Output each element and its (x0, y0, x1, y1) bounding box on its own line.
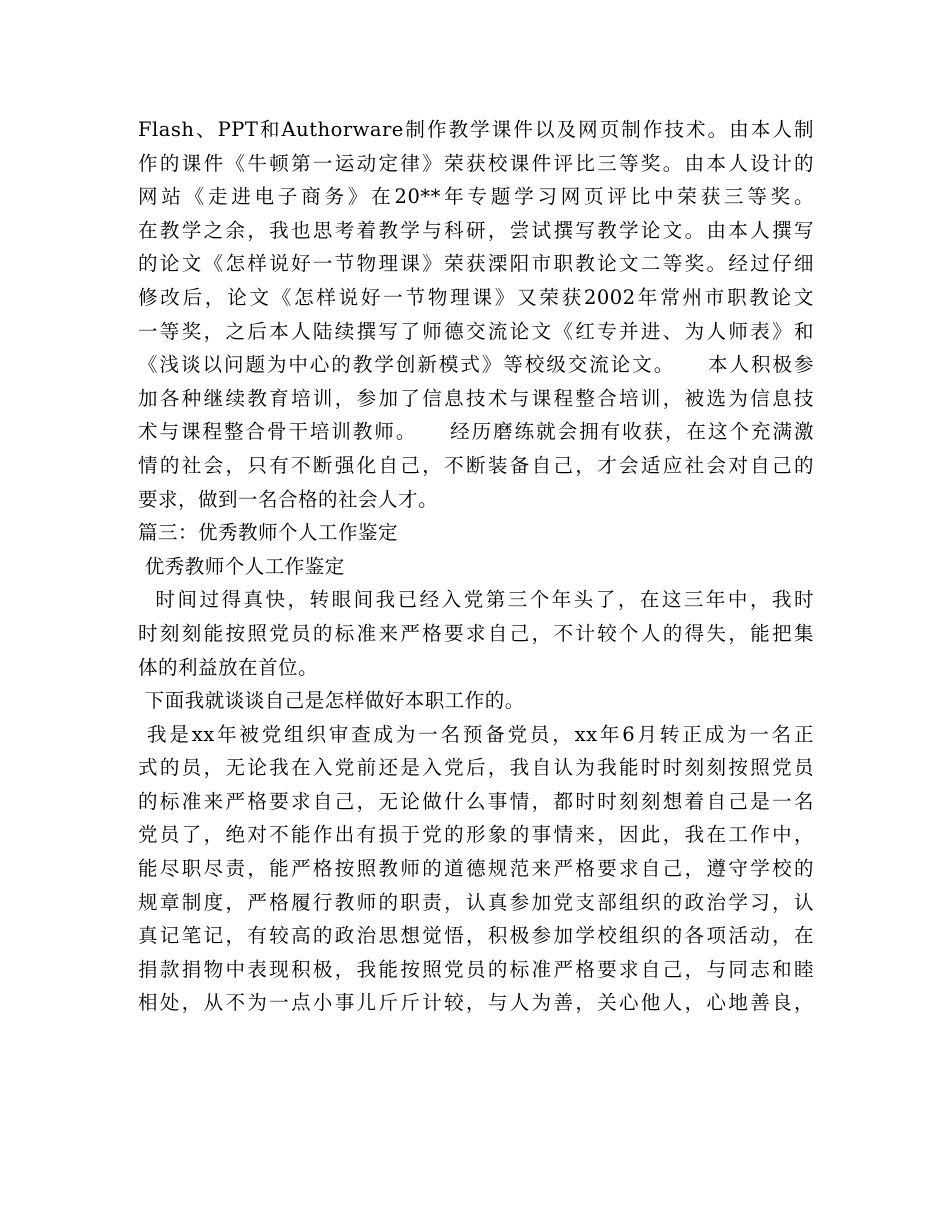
text-line: 下面我就谈谈自己是怎样做好本职工作的。 (138, 689, 525, 713)
text-line: 要求，做到一名合格的社会人才。 (138, 487, 439, 511)
text-line: 修改后，论文《怎样说好一节物理课》又荣获2002年常州市职教论文 (138, 285, 814, 309)
text-line: 加各种继续教育培训，参加了信息技术与课程整合培训，被选为信息技 (138, 386, 814, 410)
text-line: 式的员，无论我在入党前还是入党后，我自认为我能时时刻刻按照党员 (138, 756, 814, 780)
text-line: 《浅谈以问题为中心的教学创新模式》等校级交流论文。 本人积极参 (138, 353, 814, 377)
text-line: 时间过得真快，转眼间我已经入党第三个年头了，在这三年中，我时 (138, 588, 814, 612)
text-line: 作的课件《牛顿第一运动定律》荣获校课件评比三等奖。由本人设计的 (138, 151, 814, 175)
text-line: 能尽职尽责，能严格按照教师的道德规范来严格要求自己，遵守学校的 (138, 857, 814, 881)
text-line: 一等奖，之后本人陆续撰写了师德交流论文《红专并进、为人师表》和 (138, 319, 814, 343)
text-line: 篇三：优秀教师个人工作鉴定 (138, 521, 399, 545)
text-line: 的论文《怎样说好一节物理课》荣获溧阳市职教论文二等奖。经过仔细 (138, 252, 814, 276)
text-line: 相处，从不为一点小事儿斤斤计较，与人为善，关心他人，心地善良， (138, 991, 814, 1015)
text-line: 网站《走进电子商务》在20**年专题学习网页评比中荣获三等奖。 (138, 185, 814, 209)
text-line: 时刻刻能按照党员的标准来严格要求自己，不计较个人的得失，能把集 (138, 621, 814, 645)
text-line: 规章制度，严格履行教师的职责，认真参加党支部组织的政治学习，认 (138, 890, 814, 914)
text-line: 的标准来严格要求自己，无论做什么事情，都时时刻刻想着自己是一名 (138, 789, 814, 813)
document-page (138, 113, 814, 1020)
text-line: 捐款捐物中表现积极，我能按照党员的标准严格要求自己，与同志和睦 (138, 957, 814, 981)
text-line: 体的利益放在首位。 (138, 655, 319, 679)
text-line: Flash、PPT和Authorware制作教学课件以及网页制作技术。由本人制 (138, 118, 814, 141)
text-line: 在教学之余，我也思考着教学与科研，尝试撰写教学论文。由本人撰写 (138, 218, 814, 242)
text-line: 我是xx年被党组织审查成为一名预备党员，xx年6月转正成为一名正 (138, 722, 814, 746)
text-line: 术与课程整合骨干培训教师。 经历磨练就会拥有收获，在这个充满激 (138, 420, 814, 444)
text-line: 党员了，绝对不能作出有损于党的形象的事情来，因此，我在工作中， (138, 823, 814, 847)
text-line: 优秀教师个人工作鉴定 (138, 554, 345, 578)
text-line: 真记笔记，有较高的政治思想觉悟，积极参加学校组织的各项活动，在 (138, 924, 814, 948)
text-line: 情的社会，只有不断强化自己，不断装备自己，才会适应社会对自己的 (138, 453, 814, 477)
